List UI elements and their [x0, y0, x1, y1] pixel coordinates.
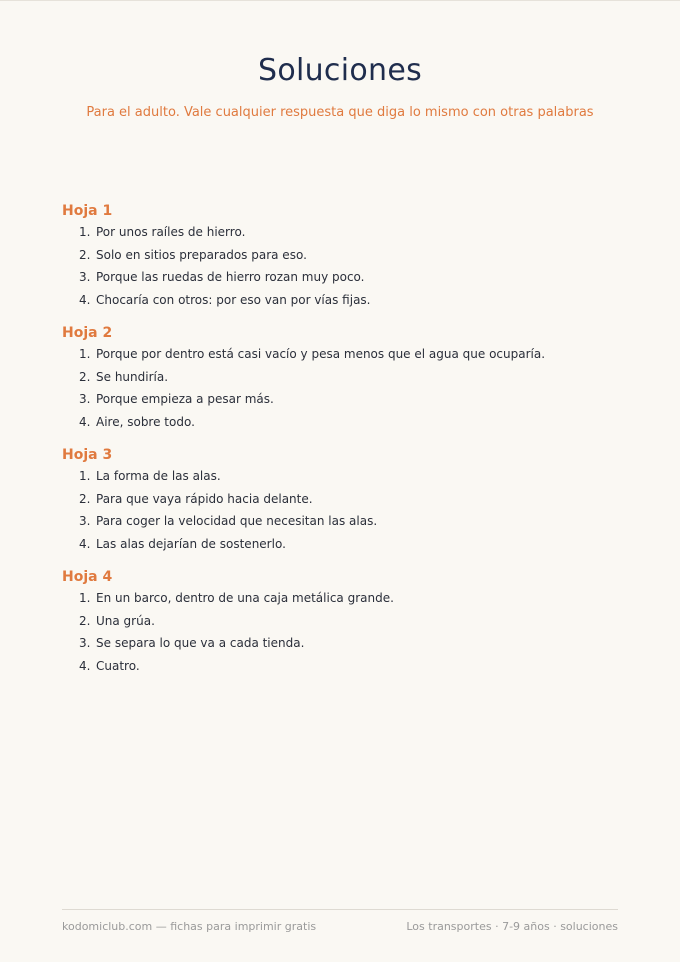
section-hoja-2: [62, 323, 642, 435]
footer-site-text: kodomiclub.com — fichas para imprimir gratis: [62, 920, 317, 933]
answer-text: Chocaría con otros: por eso van por vías fijas.: [96, 292, 371, 307]
answer-text: Solo en sitios preparados para eso.: [96, 247, 307, 262]
answer-number: 1.: [79, 591, 91, 605]
answer-text: Porque empieza a pesar más.: [96, 392, 274, 406]
answer-list: [62, 223, 642, 313]
footer-topic-text: Los transportes · 7-9 años · soluciones: [406, 920, 618, 933]
answer-text: Cuatro.: [96, 658, 140, 673]
answer-item: [79, 268, 642, 291]
answer-number: 1.: [79, 469, 91, 483]
answer-item: [79, 612, 642, 635]
answer-text: Una grúa.: [96, 613, 155, 628]
answer-text: Aire, sobre todo.: [96, 414, 195, 429]
answer-item: [79, 413, 642, 436]
answer-item: [79, 657, 642, 680]
answer-item: [79, 223, 642, 246]
section-title: Hoja 3: [62, 447, 113, 463]
answer-number: 3.: [79, 636, 91, 650]
section-hoja-1: [62, 201, 642, 313]
answer-item: [79, 512, 642, 535]
answer-number: 4.: [79, 536, 91, 551]
answer-list: [62, 467, 642, 557]
answer-text: Para coger la velocidad que necesitan las alas.: [96, 514, 378, 528]
answer-text: En un barco, dentro de una caja metálica grande.: [96, 591, 394, 605]
answer-text: La forma de las alas.: [96, 469, 221, 483]
page-subtitle: Para el adulto. Vale cualquier respuesta que diga lo mismo con otras palabras: [86, 105, 594, 120]
section-hoja-4: [62, 567, 642, 679]
answer-number: 4.: [79, 292, 91, 307]
answer-number: 3.: [79, 270, 91, 284]
section-hoja-3: [62, 445, 642, 557]
answer-text: Por unos raíles de hierro.: [96, 225, 246, 239]
answer-item: [79, 535, 642, 558]
answer-number: 2.: [79, 369, 91, 384]
solutions-list: [62, 201, 642, 689]
answer-list: [62, 345, 642, 435]
answer-item: [79, 246, 642, 269]
answer-number: 3.: [79, 514, 91, 528]
footer-divider: [62, 909, 618, 910]
answer-item: [79, 490, 642, 513]
answer-item: [79, 467, 642, 490]
answer-item: [79, 345, 642, 368]
answer-number: 2.: [79, 613, 91, 628]
answer-text: Se separa lo que va a cada tienda.: [96, 636, 305, 650]
section-title: Hoja 1: [62, 203, 113, 219]
answer-number: 2.: [79, 491, 91, 506]
answer-text: Para que vaya rápido hacia delante.: [96, 491, 313, 506]
answer-item: [79, 390, 642, 413]
section-title: Hoja 2: [62, 325, 113, 341]
answer-item: [79, 291, 642, 314]
answer-text: Las alas dejarían de sostenerlo.: [96, 536, 286, 551]
answer-item: [79, 368, 642, 391]
answer-number: 4.: [79, 414, 91, 429]
answer-item: [79, 589, 642, 612]
section-title: Hoja 4: [62, 569, 113, 585]
answer-text: Porque por dentro está casi vacío y pesa menos que el agua que ocuparía.: [96, 347, 546, 361]
answer-text: Porque las ruedas de hierro rozan muy poco.: [96, 270, 365, 284]
answer-text: Se hundiría.: [96, 369, 169, 384]
answer-number: 2.: [79, 247, 91, 262]
answer-number: 3.: [79, 392, 91, 406]
answer-number: 4.: [79, 658, 91, 673]
page-title: Soluciones: [257, 53, 423, 88]
answer-number: 1.: [79, 225, 91, 239]
answer-item: [79, 634, 642, 657]
answer-number: 1.: [79, 347, 91, 361]
answer-list: [62, 589, 642, 679]
